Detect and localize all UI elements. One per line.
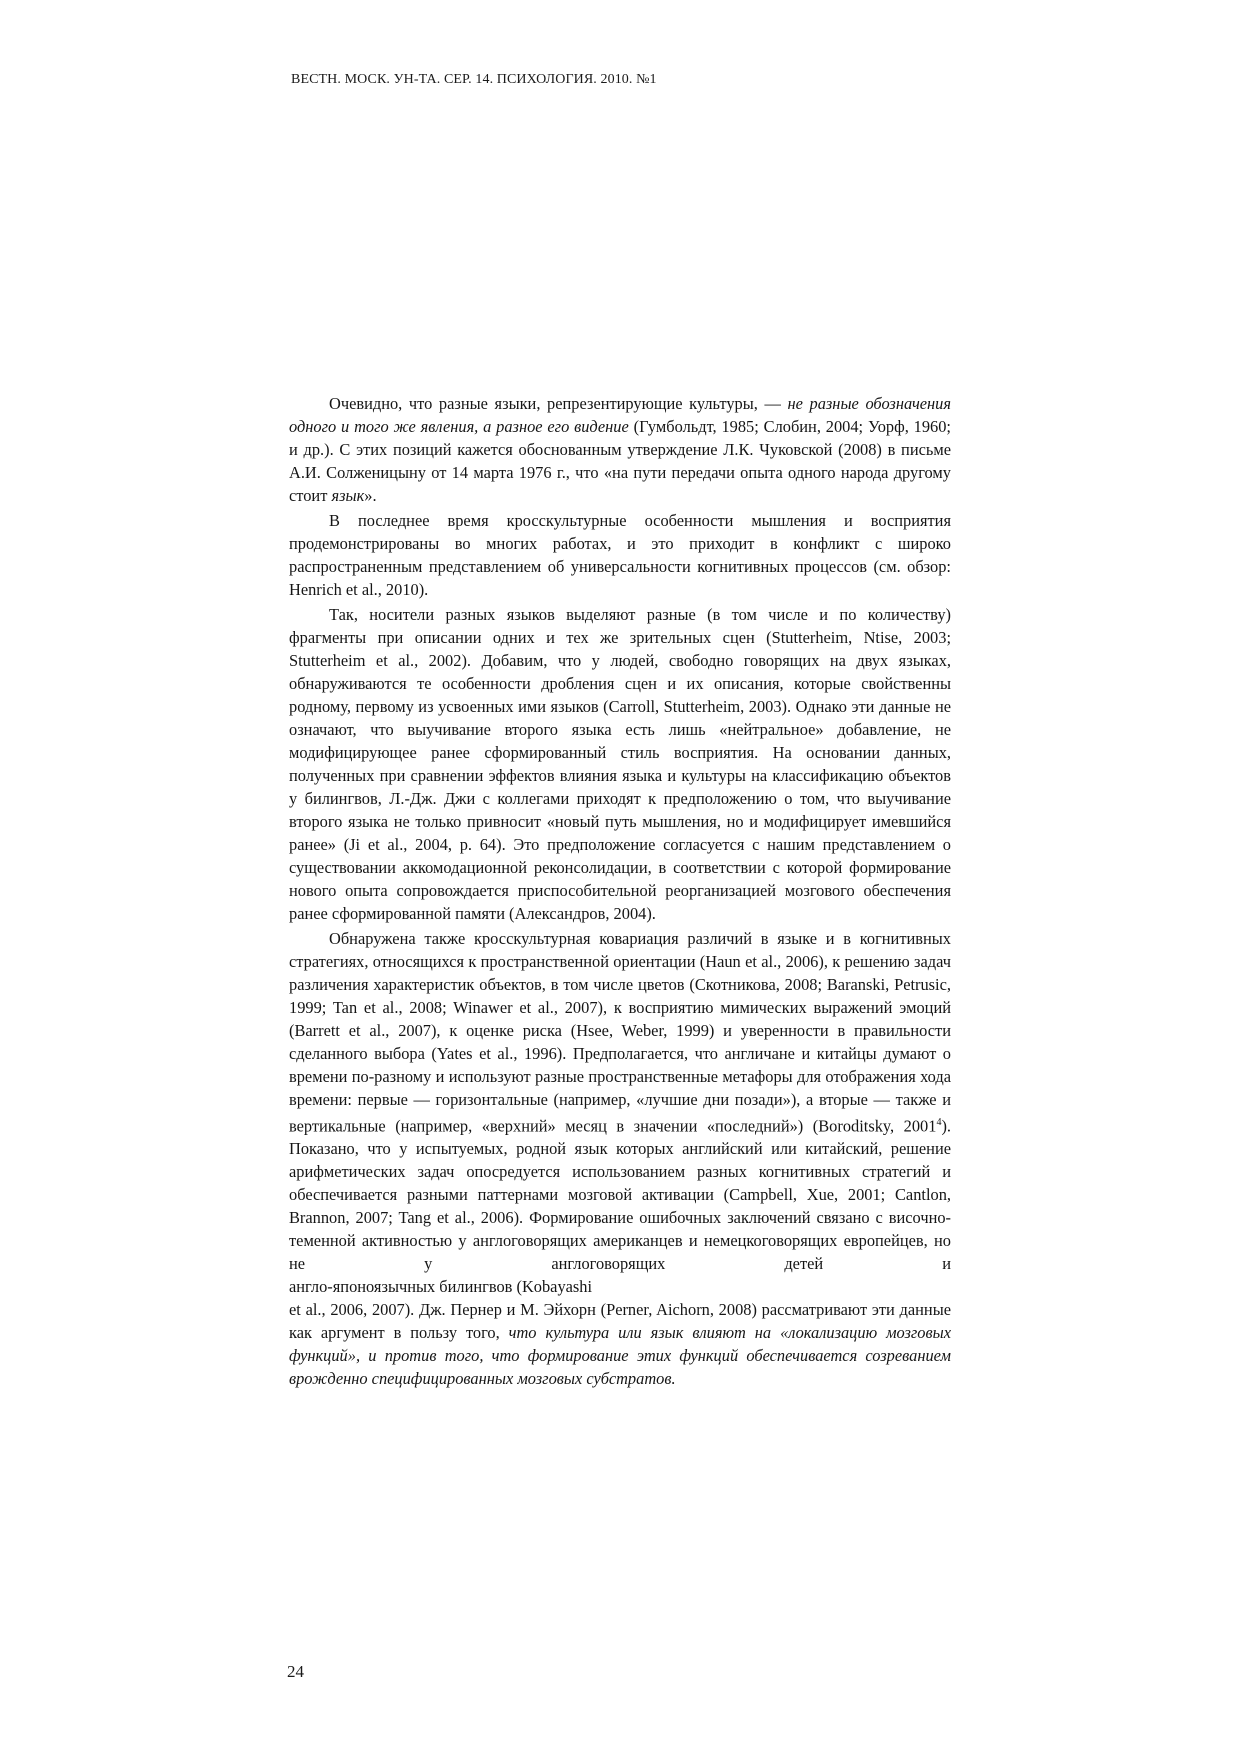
text-run: ). Показано, что у испытуемых, родной язык которых английский или китайский, решение арифметических задач опосредуется использованием разных когнитивных стратегий и обеспечивается разными паттернами мозговой активации (Campbell, Xue, 2001; Cantlon, Brannon, 2007; Tang et al., 2006). Формирование ошибочных заключений связано с височно-теменной активностью у англоговорящих американцев и немецкоговорящих европейцев, но не у англоговорящих детей и [289,1116,951,1274]
italic-run: язык [331,486,365,505]
paragraph-1 [289,392,951,507]
page-number: 24 [287,1662,304,1681]
article-body [289,392,951,1390]
text-run: ». [364,486,377,505]
footnote-marker: 4 [936,1117,942,1128]
text-run: Обнаружена также кросскультурная ковариация различий в языке и в когнитивных стратегиях, относящихся к пространственной ориентации (Haun et al., 2006), к решению задач различения характеристик объектов, в том числе цветов (Скотникова, 2008; Baranski, Petrusic, 1999; Tan et al., 2008; Winawer et al., 2007), к восприятию мимических выражений эмоций (Barrett et al., 2007), к оценке риска (Hsee, Weber, 1999) и уверенности в правильности сделанного выбора (Yates et al., 1996). Предполагается, что англичане и китайцы думают о времени по-разному и используют разные пространственные метафоры для отображения хода времени: первые — горизонтальные (например, «лучшие дни позади»), а вторые — также и вертикальные (например, «верхний» месяц в значении «последний») (Boroditsky, 2001 [289,929,951,1136]
paragraph-2: В последнее время кросскультурные особенности мышления и восприятия продемонстрированы во многих работах, и это приходит в конфликт с широко распространенным представлением об универсальности когнитивных процессов (см. обзор: Henrich et al., 2010). [289,511,951,599]
paragraph-4-continued [289,1298,951,1390]
text-run: (Гумбольдт, 1985; Слобин, 2004; Уорф, 1960; и др.). С этих позиций кажется обоснованным утверждение Л.К. Чуковской (2008) в письме А.И. Солженицыну от 14 марта 1976 г., что «на пути передачи опыта одного народа другому стоит [289,417,951,505]
paragraph-4-line: англо-японоязычных билингвов (Kobayashi [289,1277,593,1297]
text-run: Очевидно, что разные языки, репрезентирующие культуры, — [329,394,788,413]
paragraph-3: Так, носители разных языков выделяют разные (в том числе и по количеству) фрагменты при описании одних и тех же зрительных сцен (Stutterheim, Ntise, 2003; Stutterheim et al., 2002). Добавим, что у людей, свободно говорящих на двух языках, обнаруживаются те особенности дробления сцен и их описания, которые свойственны родному, первому из усвоенных ими языков (Carroll, Stutterheim, 2003). Однако эти данные не означают, что выучивание второго языка есть лишь «нейтральное» добавление, не модифицирующее ранее сформированный стиль восприятия. На основании данных, полученных при сравнении эффектов влияния языка и культуры на классификацию объектов у билингвов, Л.-Дж. Джи с коллегами приходят к предположению о том, что выучивание второго языка не только привносит «новый путь мышления, но и модифицирует имевшийся ранее» (Ji et al., 2004, p. 64). Это предположение согласуется с нашим представлением о существовании аккомодационной реконсолидации, в соответствии с которой формирование нового опыта сопровождается приспособительной реорганизацией мозгового обеспечения ранее сформированной памяти (Александров, 2004). [289,605,951,923]
paragraph-4 [289,927,951,1275]
text-run: et al., 2006, 2007). Дж. Пернер и М. Эйхорн (Perner, Aichorn, 2008) рассматривают эти данные как аргумент в пользу того, [289,1300,951,1343]
italic-run: что культура или язык влияют на «локализацию мозговых функций», и против того, что формирование этих функций обеспечивается созреванием врожденно специфицированных мозговых субстратов. [289,1323,951,1389]
running-header: ВЕСТН. МОСК. УН-ТА. СЕР. 14. ПСИХОЛОГИЯ. 2010. №1 [291,72,657,87]
italic-run: не разные обозначения одного и того же явления, а разное его видение [289,394,951,436]
